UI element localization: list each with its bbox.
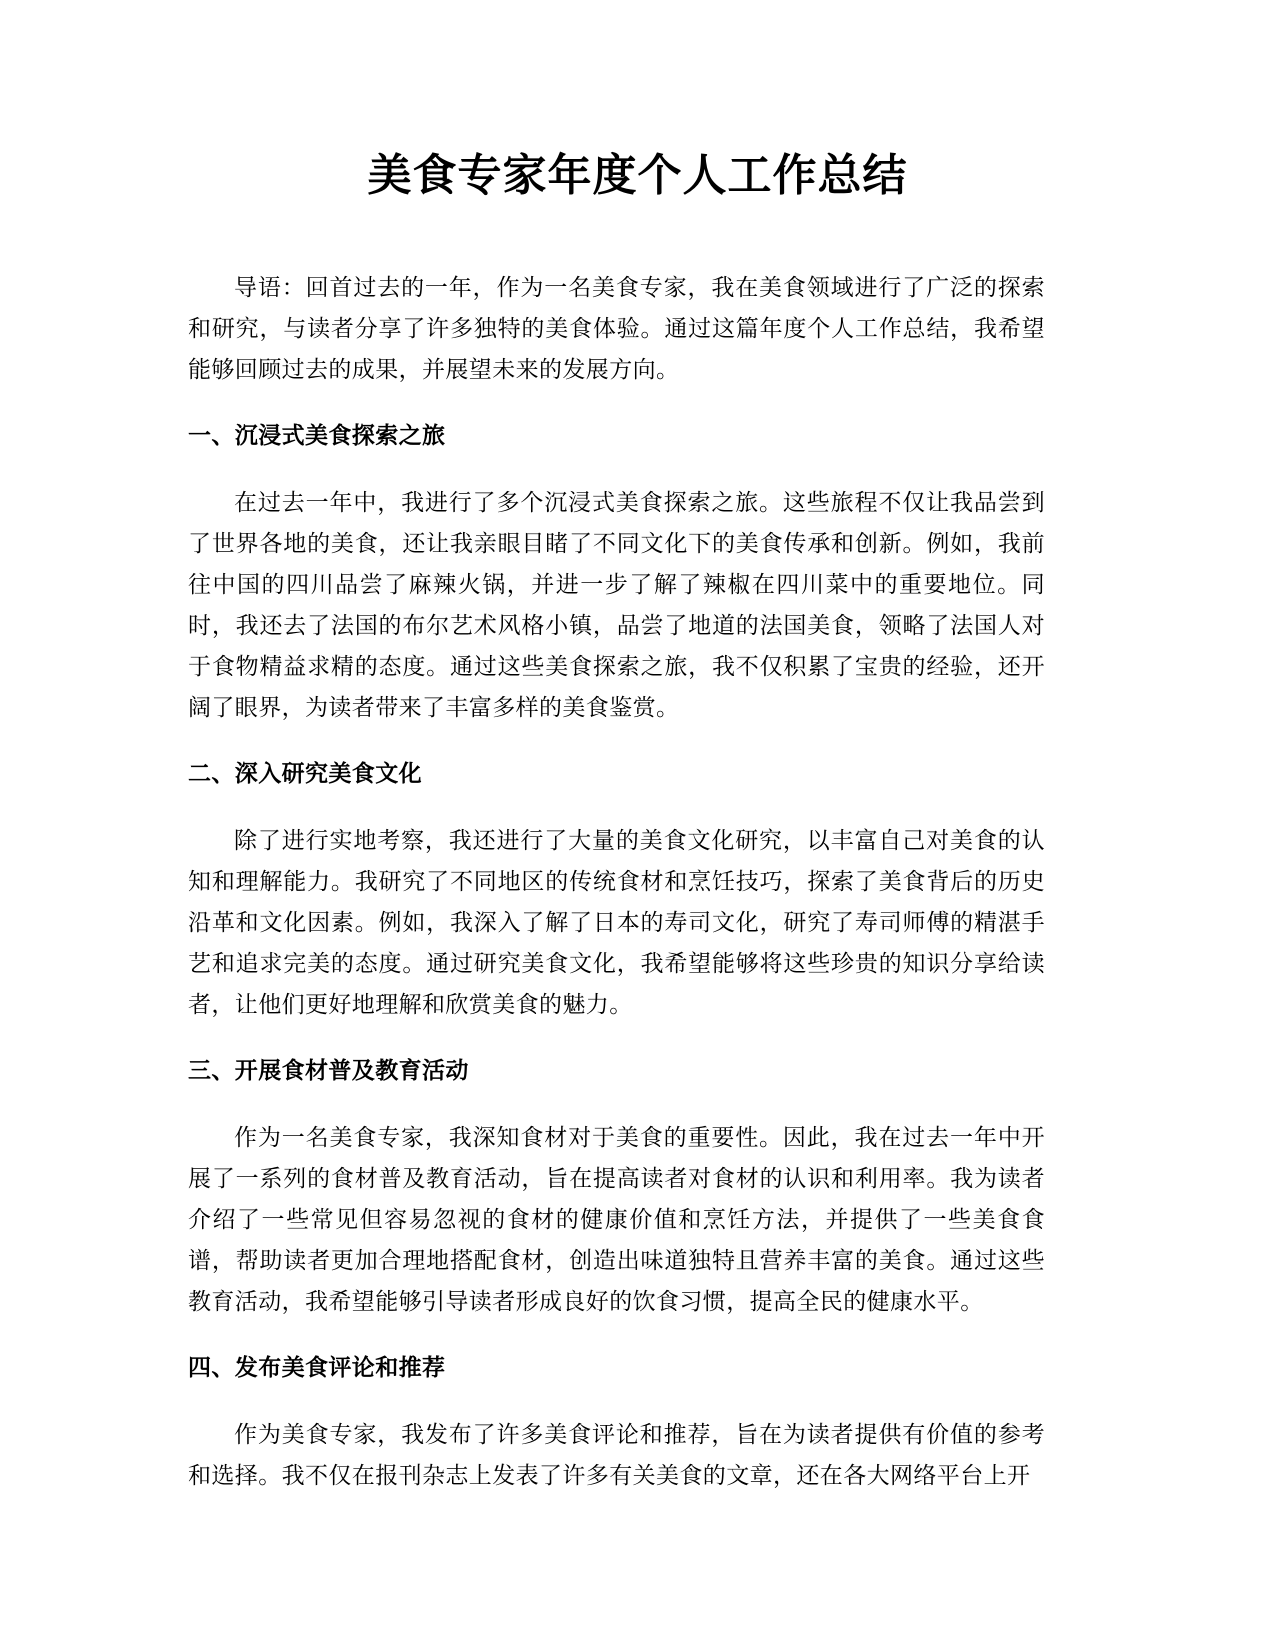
intro-paragraph: 导语：回首过去的一年，作为一名美食专家，我在美食领域进行了广泛的探索和研究，与读者分享了许多独特的美食体验。通过这篇年度个人工作总结，我希望能够回顾过去的成果，并展望未来的发展方向。: [188, 275, 1045, 383]
section-paragraph: 在过去一年中，我进行了多个沉浸式美食探索之旅。这些旅程不仅让我品尝到了世界各地的美食，还让我亲眼目睹了不同文化下的美食传承和创新。例如，我前往中国的四川品尝了麻辣火锅，并进一步了解了辣椒在四川菜中的重要地位。同时，我还去了法国的布尔艺术风格小镇，品尝了地道的法国美食，领略了法国人对于食物精益求精的态度。通过这些美食探索之旅，我不仅积累了宝贵的经验，还开阔了眼界，为读者带来了丰富多样的美食鉴赏。: [188, 490, 1045, 721]
section-2: [188, 755, 1045, 1026]
section-paragraph: 除了进行实地考察，我还进行了大量的美食文化研究，以丰富自己对美食的认知和理解能力。我研究了不同地区的传统食材和烹饪技巧，探索了美食背后的历史沿革和文化因素。例如，我深入了解了日本的寿司文化，研究了寿司师傅的精湛手艺和追求完美的态度。通过研究美食文化，我希望能够将这些珍贵的知识分享给读者，让他们更好地理解和欣赏美食的魅力。: [188, 828, 1045, 1018]
section-4: [188, 1349, 1045, 1497]
section-heading: 四、发布美食评论和推荐: [188, 1355, 446, 1381]
section-heading: 一、沉浸式美食探索之旅: [188, 423, 446, 449]
section-1: [188, 417, 1045, 729]
section-heading: 三、开展食材普及教育活动: [188, 1058, 469, 1084]
section-paragraph: 作为美食专家，我发布了许多美食评论和推荐，旨在为读者提供有价值的参考和选择。我不仅在报刊杂志上发表了许多有关美食的文章，还在各大网络平台上开: [188, 1422, 1045, 1489]
document-title: 美食专家年度个人工作总结: [367, 150, 908, 201]
section-paragraph: 作为一名美食专家，我深知食材对于美食的重要性。因此，我在过去一年中开展了一系列的食材普及教育活动，旨在提高读者对食材的认识和利用率。我为读者介绍了一些常见但容易忽视的食材的健康价值和烹饪方法，并提供了一些美食食谱，帮助读者更加合理地搭配食材，创造出味道独特且营养丰富的美食。通过这些教育活动，我希望能够引导读者形成良好的饮食习惯，提高全民的健康水平。: [188, 1125, 1045, 1315]
section-heading: 二、深入研究美食文化: [188, 761, 422, 787]
section-3: [188, 1052, 1045, 1323]
